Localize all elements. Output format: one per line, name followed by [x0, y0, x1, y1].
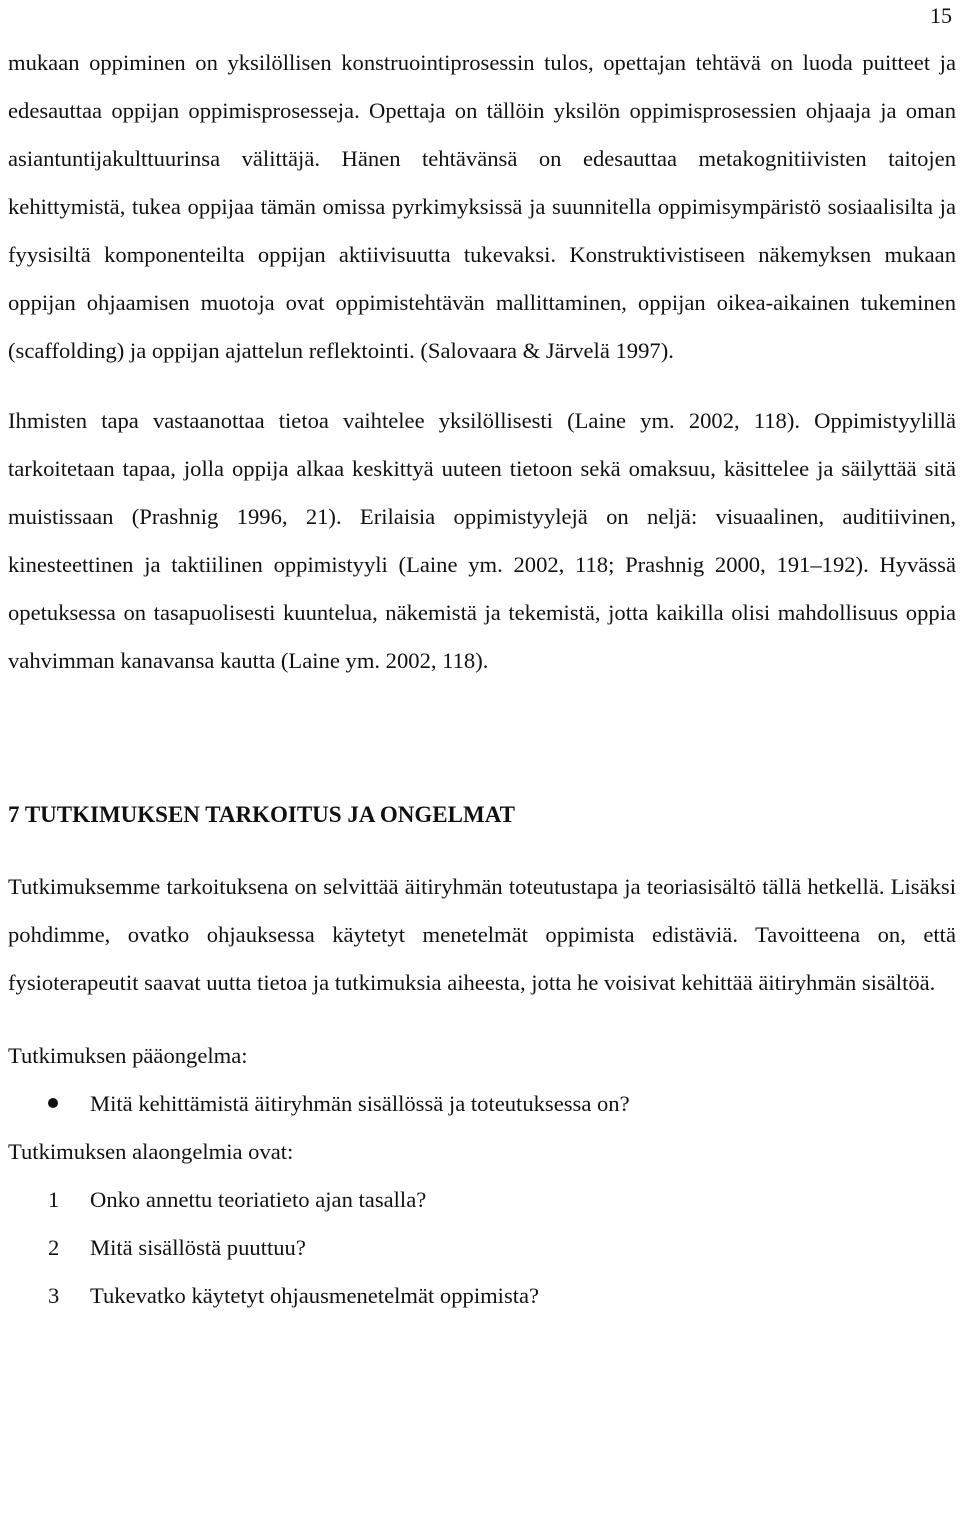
list-item — [8, 1224, 956, 1272]
sub-problem-text: Onko annettu teoriatieto ajan tasalla? — [90, 1187, 427, 1212]
bullet-icon — [48, 1098, 58, 1108]
main-problem-list — [8, 1080, 956, 1128]
section-heading: 7 TUTKIMUKSEN TARKOITUS JA ONGELMAT — [8, 802, 515, 827]
paragraph-research-purpose: Tutkimuksemme tarkoituksena on selvittää äitiryhmän toteutustapa ja teoriasisältö tällä hetkellä. Lisäksi pohdimme, ovatko ohjauksessa käytetyt menetelmät oppimista edistäviä. Tavoitteena on, että fysioterapeutit saavat uutta tietoa ja tutkimuksia aiheesta, jotta he voisivat kehittää äitiryhmän sisältöä. — [8, 874, 956, 995]
page-number: 15 — [930, 3, 952, 28]
item-number: 1 — [48, 1187, 60, 1212]
main-problem-label: Tutkimuksen pääongelma: — [8, 1043, 248, 1068]
item-number: 3 — [48, 1283, 60, 1308]
list-item — [8, 1272, 956, 1320]
sub-problem-text: Tukevatko käytetyt ohjausmenetelmät oppimista? — [90, 1283, 540, 1308]
sub-problem-text: Mitä sisällöstä puuttuu? — [90, 1235, 306, 1260]
list-item — [8, 1176, 956, 1224]
sub-problems-list — [8, 1176, 956, 1320]
main-problem-text: Mitä kehittämistä äitiryhmän sisällössä ja toteutuksessa on? — [90, 1091, 630, 1116]
item-number: 2 — [48, 1235, 60, 1260]
paragraph-constructivism: mukaan oppiminen on yksilöllisen konstruointiprosessin tulos, opettajan tehtävä on luoda puitteet ja edesauttaa oppijan oppimisprosesseja. Opettaja on tällöin yksilön oppimisprosessien ohjaaja ja oman asiantuntijakulttuurinsa välittäjä. Hänen tehtävänsä on edesauttaa metakognitiivisten taitojen kehittymistä, tukea oppijaa tämän omissa pyrkimyksissä ja suunnitella oppimisympäristö sosiaalisilta ja fyysisiltä komponenteilta oppijan aktiivisuutta tukevaksi. Konstruktivistiseen näkemyksen mukaan oppijan ohjaamisen muotoja ovat oppimistehtävän mallittaminen, oppijan oikea-aikainen tukeminen (scaffolding) ja oppijan ajattelun reflektointi. (Salovaara & Järvelä 1997). — [8, 50, 956, 363]
sub-problems-label: Tutkimuksen alaongelmia ovat: — [8, 1139, 294, 1164]
paragraph-learning-styles: Ihmisten tapa vastaanottaa tietoa vaihtelee yksilöllisesti (Laine ym. 2002, 118). Oppimistyylillä tarkoitetaan tapaa, jolla oppija alkaa keskittyä uuteen tietoon sekä omaksuu, käsittelee ja säilyttää sitä muistissaan (Prashnig 1996, 21). Erilaisia oppimistyylejä on neljä: visuaalinen, auditiivinen, kinesteettinen ja taktiilinen oppimistyyli (Laine ym. 2002, 118; Prashnig 2000, 191–192). Hyvässä opetuksessa on tasapuolisesti kuuntelua, näkemistä ja tekemistä, jotta kaikilla olisi mahdollisuus oppia vahvimman kanavansa kautta (Laine ym. 2002, 118). — [8, 408, 956, 673]
list-item — [8, 1080, 956, 1128]
document-body — [8, 39, 956, 1320]
